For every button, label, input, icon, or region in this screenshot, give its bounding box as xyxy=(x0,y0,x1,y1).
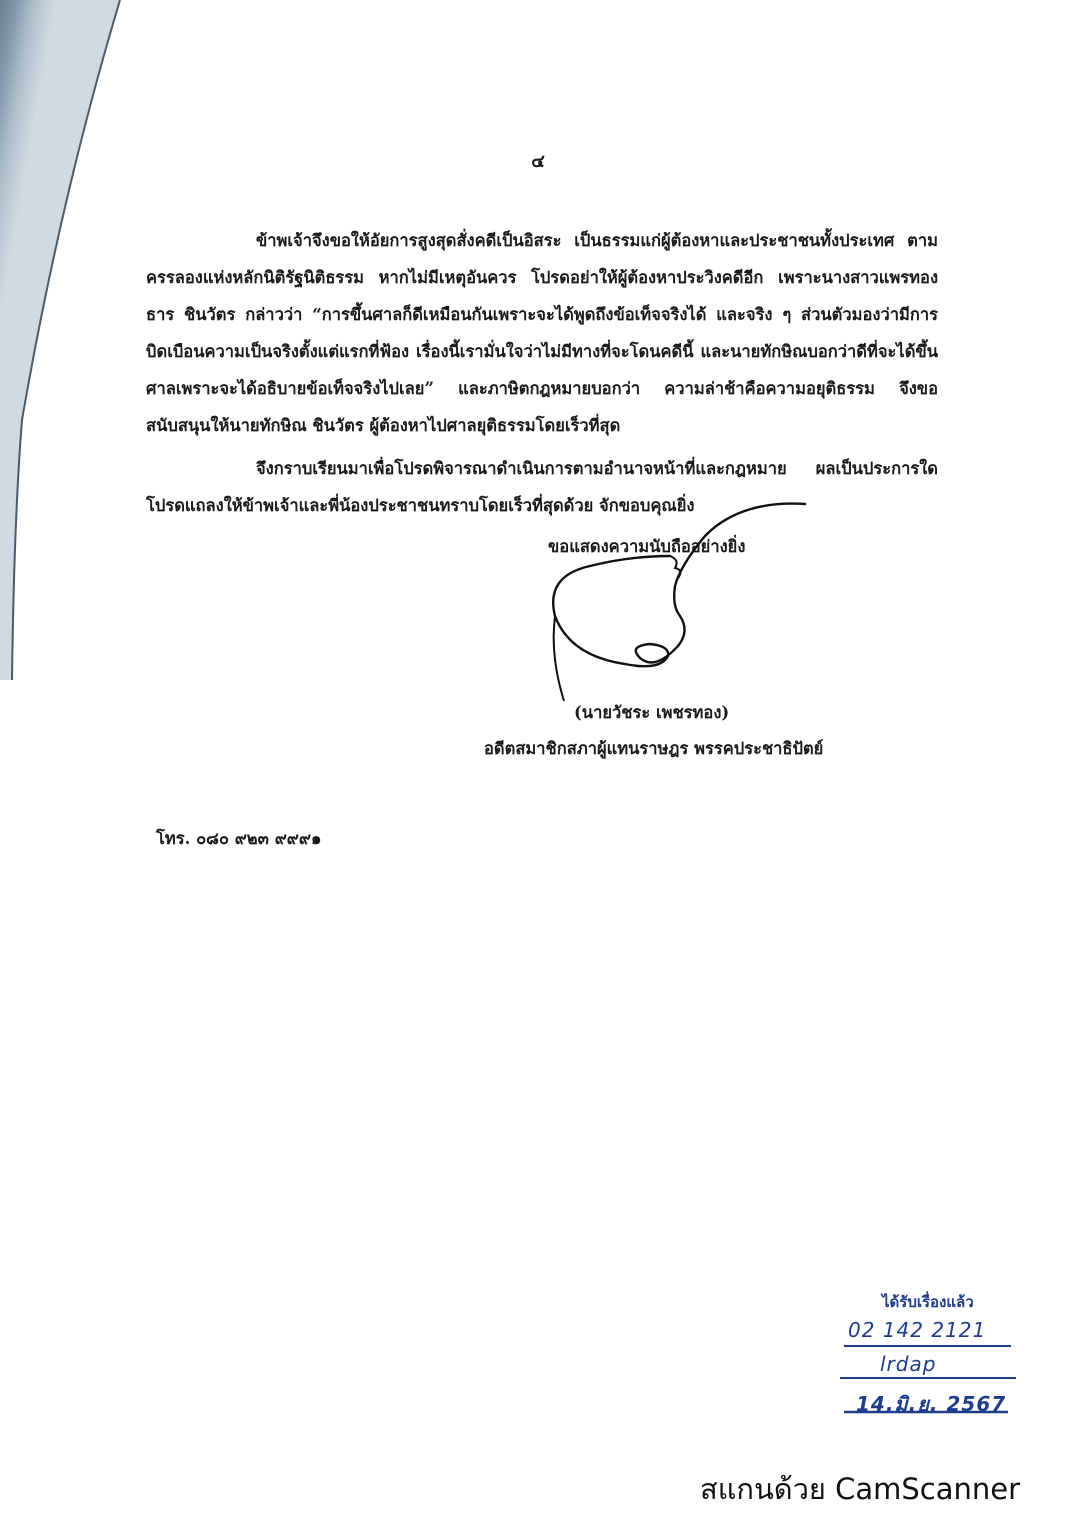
page-number: ๔ xyxy=(531,151,545,172)
camscanner-watermark: สแกนด้วย CamScanner xyxy=(700,1472,1021,1506)
stamp-initials: lrdap xyxy=(880,1352,937,1376)
stamp-underlines xyxy=(836,1320,1026,1420)
body-paragraph-2: จึงกราบเรียนมาเพื่อโปรดพิจารณาดำเนินการตามอำนาจหน้าที่และกฎหมาย ผลเป็นประการใดโปรดแถลงให้ข้าพเจ้าและพี่น้องประชาชนทราบโดยเร็วที่สุดด้วย จักขอบคุณยิ่ง xyxy=(146,459,938,515)
handwritten-signature xyxy=(530,496,830,706)
phone-number: โทร. ๐๘๐ ๙๒๓ ๙๙๙๑ xyxy=(156,829,322,848)
signer-title: อดีตสมาชิกสภาผู้แทนราษฎร พรรคประชาธิปัตย์ xyxy=(484,739,824,758)
signer-name: (นายวัชระ เพชรทอง) xyxy=(574,703,730,722)
stamp-number: 02 142 2121 xyxy=(848,1318,987,1342)
stamp-received-label: ได้รับเรื่องแล้ว xyxy=(882,1293,974,1311)
stamp-date: 14.มิ.ย. 2567 xyxy=(856,1392,1007,1416)
scan-edge-shadow xyxy=(0,0,120,660)
page-curl-edge xyxy=(0,0,140,680)
closing-salutation: ขอแสดงความนับถืออย่างยิ่ง xyxy=(548,537,746,556)
body-paragraph-1: ข้าพเจ้าจึงขอให้อัยการสูงสุดสั่งคดีเป็นอิสระ เป็นธรรมแก่ผู้ต้องหาและประชาชนทั้งประเทศ ตามครรลองแห่งหลักนิติรัฐนิติธรรม หากไม่มีเหตุอันควร โปรดอย่าให้ผู้ต้องหาประวิงคดีอีก เพราะนางสาวแพรทองธาร ชินวัตร กล่าวว่า “การขึ้นศาลก็ดีเหมือนกันเพราะจะได้พูดถึงข้อเท็จจริงได้ และจริง ๆ ส่วนตัวมองว่ามีการบิดเบือนความเป็นจริงตั้งแต่แรกที่ฟ้อง เรื่องนี้เรามั่นใจว่าไม่มีทางที่จะโดนคดีนี้ และนายทักษิณบอกว่าดีที่จะได้ขึ้นศาลเพราะจะได้อธิบายข้อเท็จจริงไปเลย” และภาษิตกฎหมายบอกว่า ความล่าช้าคือความอยุติธรรม จึงขอสนับสนุนให้นายทักษิณ ชินวัตร ผู้ต้องหาไปศาลยุติธรรมโดยเร็วที่สุด xyxy=(146,231,938,435)
